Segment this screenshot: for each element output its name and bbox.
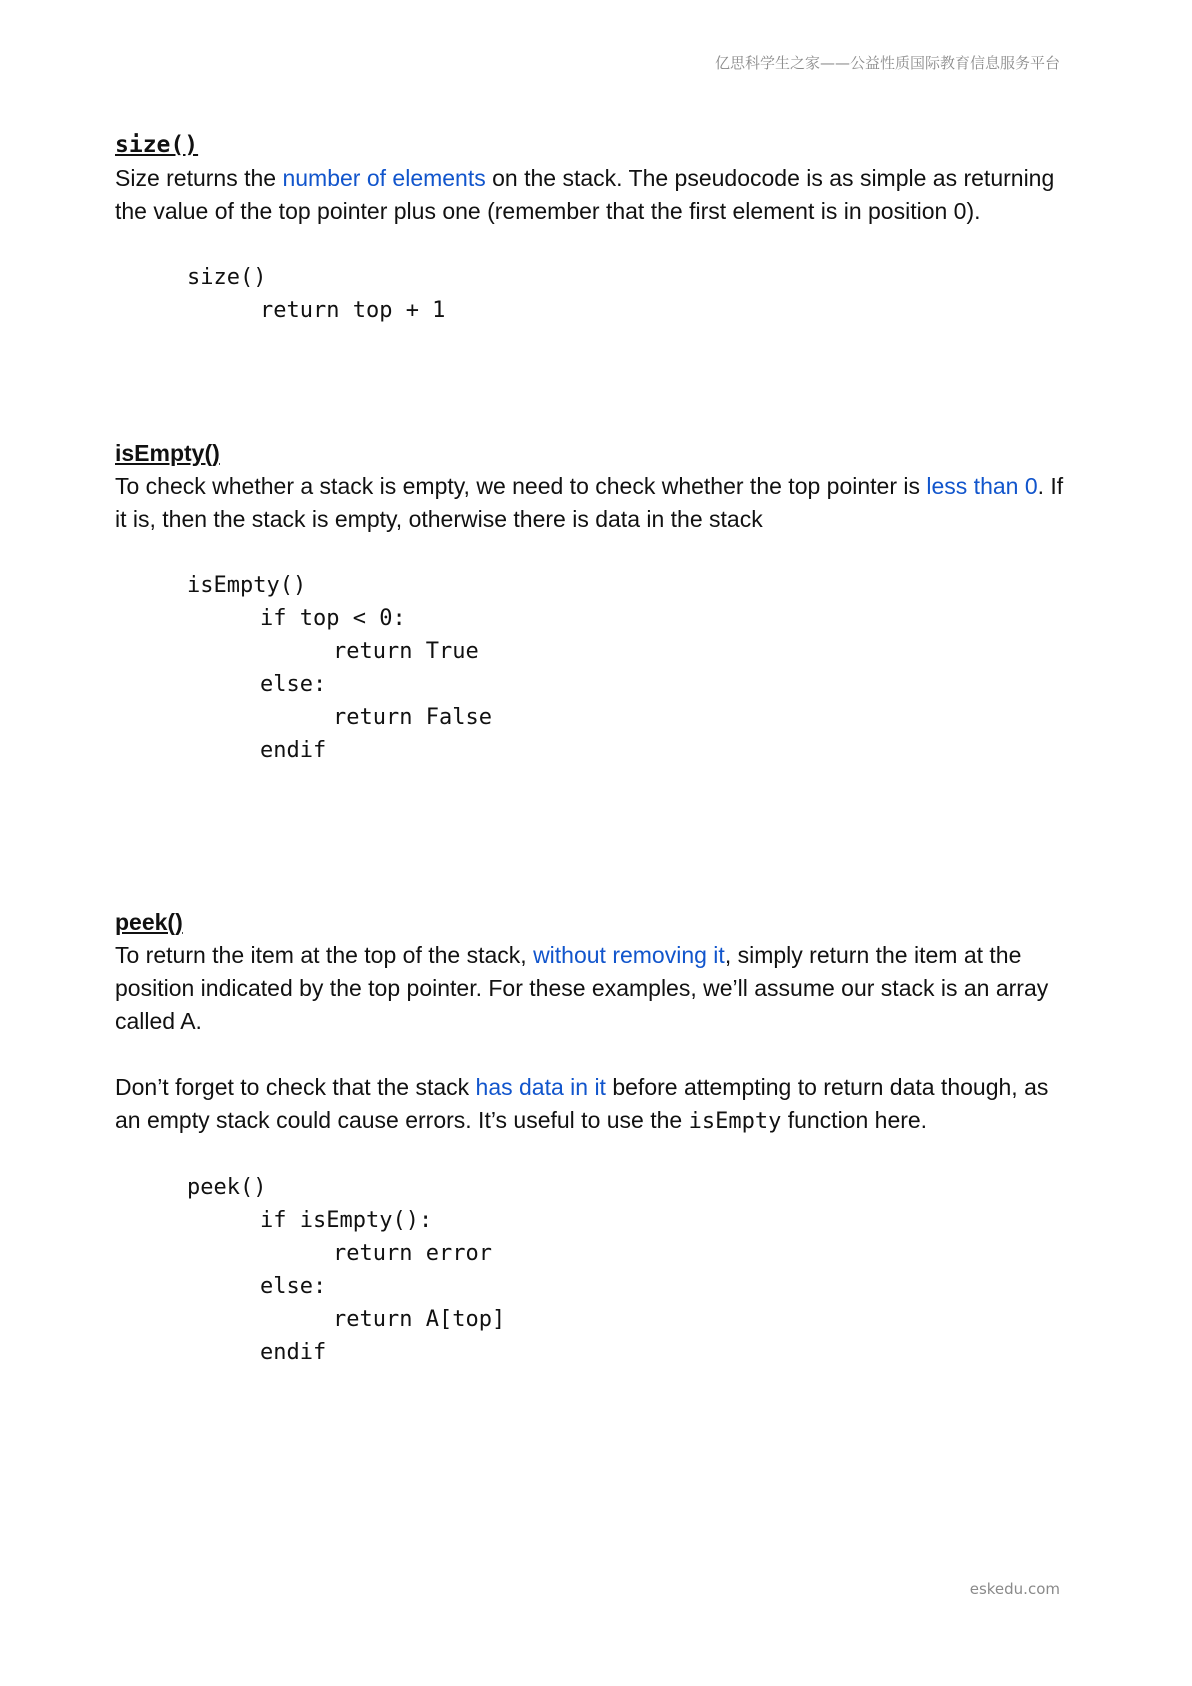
isempty-description <box>115 470 1080 536</box>
peek-desc1-highlight: without removing it <box>533 942 725 968</box>
code-line: if top < 0: <box>260 606 406 631</box>
code-line: endif <box>260 738 327 763</box>
code-line: peek() <box>187 1175 267 1200</box>
code-line: size() <box>187 265 267 290</box>
isempty-desc-text-2: . If it is, then the stack is empty, otherwise there is data in the stack <box>115 473 1064 532</box>
code-line: return top + 1 <box>260 298 446 323</box>
peek-description-2 <box>115 1071 1080 1138</box>
code-line: else: <box>260 672 327 697</box>
section-title-isempty: isEmpty() <box>115 440 220 466</box>
code-line: return False <box>333 705 492 730</box>
peek-desc2-text-3: function here. <box>781 1107 928 1133</box>
peek-section <box>115 906 1080 1369</box>
isempty-code-block <box>187 569 1080 767</box>
code-line: endif <box>260 1340 327 1365</box>
peek-desc1-text-2: , simply return the item at the position indicated by the top pointer. For these examples, we’ll assume our stack is an array called A. <box>115 942 1049 1034</box>
section-title-peek: peek() <box>115 909 183 935</box>
section-title-size: size() <box>115 132 199 158</box>
code-line: isEmpty() <box>187 573 307 598</box>
page-header: 亿思科学生之家——公益性质国际教育信息服务平台 <box>714 54 1060 72</box>
peek-desc2-text-1: Don’t forget to check that the stack <box>115 1074 476 1100</box>
size-desc-highlight: number of elements <box>282 165 486 191</box>
size-description <box>115 162 1080 228</box>
code-line: return A[top] <box>333 1307 506 1332</box>
peek-desc2-text-2: before attempting to return data though, as an empty stack could cause errors. It’s useful to use the <box>115 1074 1049 1133</box>
size-desc-text-1: Size returns the <box>115 165 283 191</box>
isempty-desc-highlight: less than 0 <box>926 473 1038 499</box>
isempty-desc-text-1: To check whether a stack is empty, we need to check whether the top pointer is <box>115 473 927 499</box>
peek-code-block <box>187 1171 1080 1369</box>
peek-desc2-inline-code: isEmpty <box>688 1109 782 1134</box>
size-code-block <box>187 261 1080 327</box>
code-line: else: <box>260 1274 327 1299</box>
peek-desc2-highlight: has data in it <box>475 1074 606 1100</box>
peek-description-1 <box>115 939 1080 1038</box>
code-line: if isEmpty(): <box>260 1208 433 1233</box>
code-line: return error <box>333 1241 492 1266</box>
isempty-section <box>115 437 1080 767</box>
peek-desc1-text-1: To return the item at the top of the stack, <box>115 942 534 968</box>
size-desc-text-2: on the stack. The pseudocode is as simple as returning the value of the top pointer plus one (remember that the first element is in position 0). <box>115 165 1055 224</box>
code-line: return True <box>333 639 479 664</box>
page-footer: eskedu.com <box>969 1580 1060 1598</box>
size-section <box>115 129 1080 327</box>
